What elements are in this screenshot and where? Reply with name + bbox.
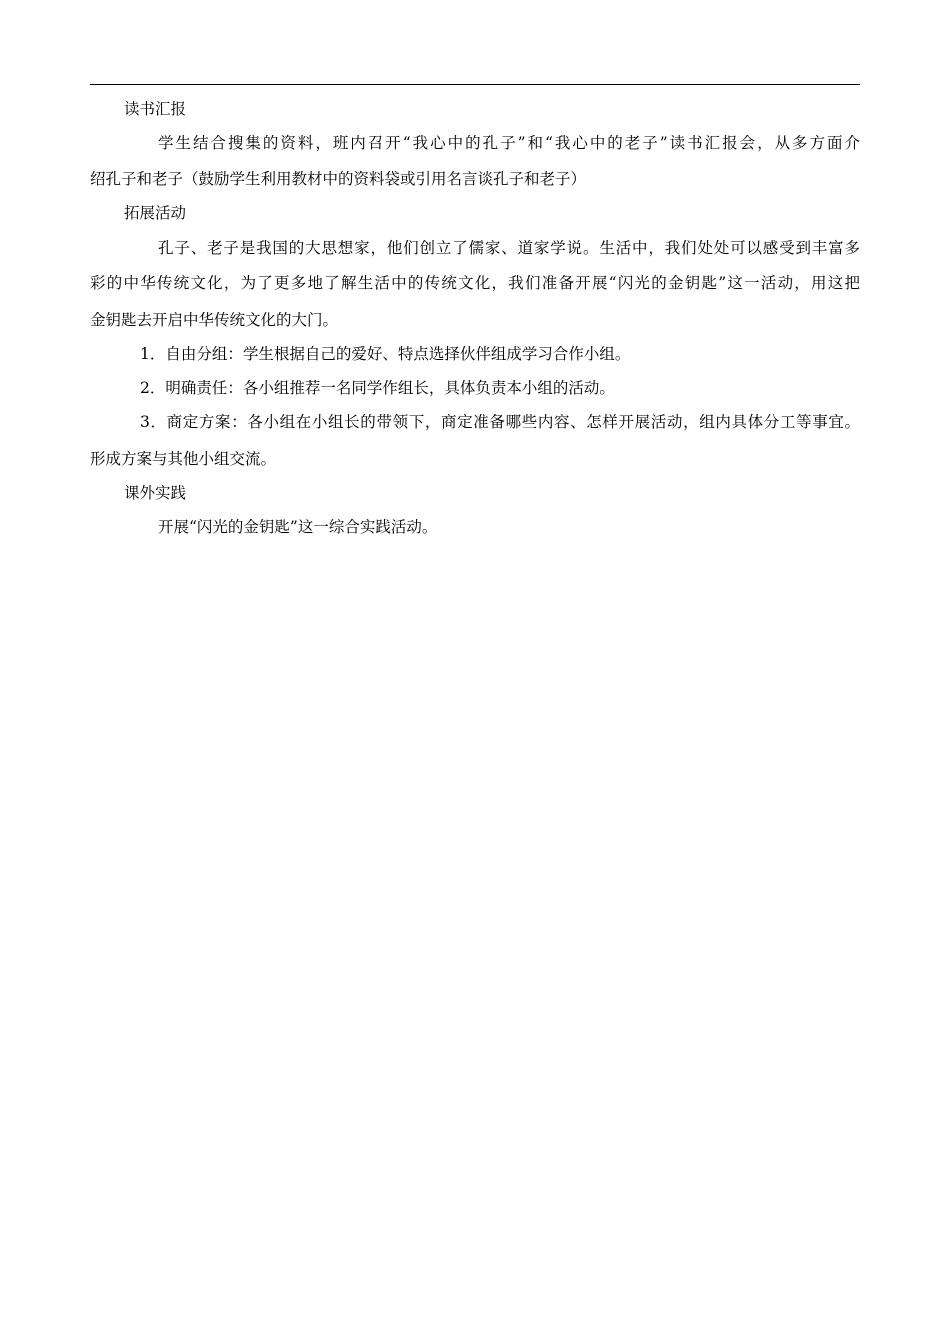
list-item-clarify-duties: 2．明确责任：各小组推荐一名同学作组长，具体负责本小组的活动。 — [140, 379, 615, 397]
header-rule — [90, 84, 860, 85]
reading-paragraph-line-2: 绍孔子和老子（鼓励学生利用教材中的资料袋或引用名言谈孔子和老子） — [90, 170, 587, 188]
list-item-plan-line-2: 形成方案与其他小组交流。 — [90, 450, 277, 468]
list-item-plan-line-1: 3．商定方案：各小组在小组长的带领下，商定准备哪些内容、怎样开展活动，组内具体分工等事宜。 — [140, 413, 860, 431]
reading-paragraph-line-1: 学生结合搜集的资料，班内召开“我心中的孔子”和“我心中的老子”读书汇报会，从多方面介 — [158, 134, 860, 152]
heading-outside-practice: 课外实践 — [124, 484, 187, 502]
extension-paragraph-line-2: 彩的中华传统文化，为了更多地了解生活中的传统文化，我们准备开展“闪光的金钥匙”这一活动，用这把 — [90, 274, 860, 292]
extension-paragraph-line-1: 孔子、老子是我国的大思想家，他们创立了儒家、道家学说。生活中，我们处处可以感受到丰富多 — [158, 239, 860, 257]
heading-reading-report: 读书汇报 — [124, 100, 187, 118]
practice-paragraph: 开展“闪光的金钥匙”这一综合实践活动。 — [158, 518, 438, 536]
extension-paragraph-line-3: 金钥匙去开启中华传统文化的大门。 — [90, 311, 339, 329]
heading-extension-activity: 拓展活动 — [124, 204, 187, 222]
list-item-free-grouping: 1．自由分组：学生根据自己的爱好、特点选择伙伴组成学习合作小组。 — [140, 345, 631, 363]
